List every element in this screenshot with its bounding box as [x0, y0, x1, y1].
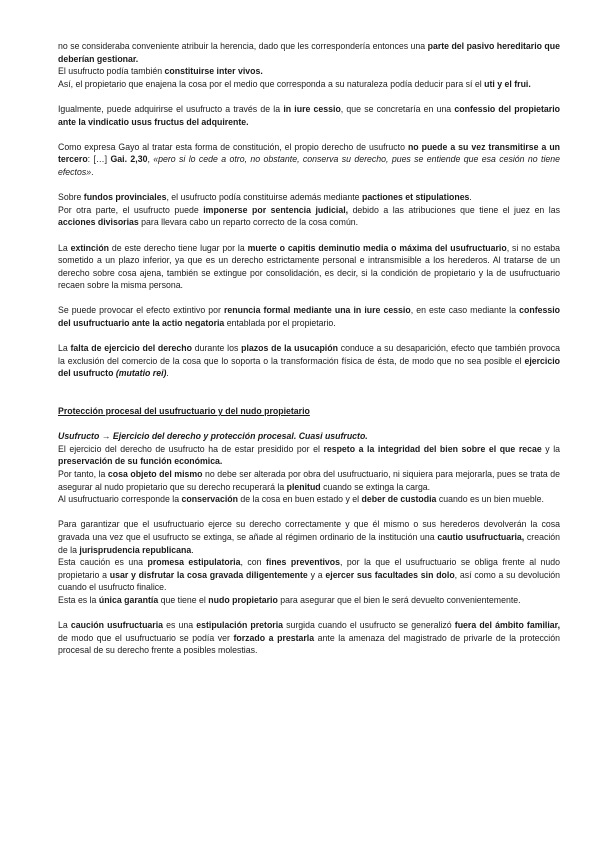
bold-text: parte del pasivo hereditario que deberían gestionar. — [58, 41, 560, 64]
bold-text: confessio del usufructuario ante la actio negatoria — [58, 305, 560, 329]
text-run: que tiene el — [158, 594, 209, 605]
bold-text: pactiones et stipulationes — [361, 192, 470, 203]
bold-text: jurisprudencia republicana — [79, 544, 192, 555]
text-run: entablada por el propietario. — [224, 318, 336, 329]
bold-text: única garantía — [98, 594, 159, 605]
section-proteccion-procesal — [58, 443, 560, 657]
text-run: , por la que el usufructuario se obliga frente al nudo propietario a — [58, 557, 561, 580]
text-run: Se puede provocar el efecto extintivo por — [58, 305, 224, 316]
paragraph — [58, 65, 560, 78]
text-run: , con — [240, 557, 266, 568]
text-run: . — [166, 368, 169, 379]
text-run: Así, el propietario que enajena la cosa por el medio que corresponda a su naturaleza podía deducir para sí el — [58, 78, 485, 89]
text-run: ante la amenaza del magistrado de privarle de la protección procesal de su derecho frente a posibles molestias. — [58, 632, 560, 656]
bold-text: cautio usufructuaria, — [437, 531, 525, 542]
bold-text: (mutatio rei) — [115, 368, 167, 379]
text-run: La — [58, 620, 71, 631]
text-run: , el usufructo podía constituirse además mediante — [166, 192, 362, 203]
text-run: . — [191, 544, 194, 555]
bold-text: estipulación pretoria — [196, 620, 284, 631]
bold-text: usar y disfrutar la cosa gravada diligentemente — [109, 569, 308, 580]
text-run: Esta es la — [58, 594, 99, 605]
bold-text: renuncia formal mediante una in iure cessio — [224, 305, 411, 316]
bold-text: extinción — [70, 242, 110, 253]
bold-text: fines preventivos — [265, 557, 341, 568]
bold-text: ejercicio del usufructo — [58, 355, 560, 379]
text-run: conduce a su desaparición, efecto que también provoca la exclusión del comercio de la cosa que lo soporta o la transformación física de ésta, de modo que no sea posible el — [58, 343, 560, 366]
text-run: surgida cuando el usufructo se generalizó — [283, 620, 455, 631]
bold-text: imponerse por sentencia judicial, — [203, 204, 349, 215]
bold-text: respeto a la integridad del bien sobre el que recae — [323, 443, 542, 454]
bold-text: constituirse inter vivos. — [164, 66, 263, 77]
text-run: no debe ser alterada por obra del usufructuario, ni siquiera para mejorarla, pues se trata de asegurar al nudo propietario que su derecho recuperará la — [58, 469, 560, 492]
paragraph — [58, 304, 560, 329]
bold-text: nudo propietario — [208, 594, 278, 605]
paragraph — [58, 518, 560, 556]
bold-text: caución usufructuaria — [70, 620, 163, 631]
text-run: , así como a su devolución cuando el usufructo finalice. — [58, 569, 560, 593]
text-run: de la cosa en buen estado y el — [237, 494, 362, 505]
bold-text: cosa objeto del mismo — [107, 469, 203, 479]
paragraph — [58, 191, 560, 204]
bold-text: uti y el frui. — [484, 78, 531, 89]
text-run: El usufructo podía también — [58, 66, 165, 77]
paragraph — [58, 556, 560, 594]
text-run: Como expresa Gayo al tratar esta forma de constitución, el propio derecho de usufructo — [58, 141, 408, 152]
text-run: Esta caución es una — [58, 557, 148, 568]
bold-text: fundos provinciales — [83, 192, 167, 203]
paragraph — [58, 443, 560, 468]
bold-text: confessio del propietario ante la vindicatio usus fructus del adquirente. — [58, 103, 560, 127]
text-run: durante los — [191, 343, 242, 354]
text-run: , que se concretaría en una — [340, 103, 455, 114]
italic-text: «pero si lo cede a otro, no obstante, conserva su derecho, pues se entiende que esa cesión no tiene efectos» — [58, 154, 560, 177]
paragraph — [58, 40, 560, 65]
text-run: Igualmente, puede adquirirse el usufructo a través de la — [58, 103, 284, 114]
bold-text: muerte o capitis deminutio media o máxima del usufructuario — [247, 242, 507, 253]
section-subheading: Usufructo → Ejercicio del derecho y protección procesal. Cuasi usufructo. — [58, 431, 368, 442]
paragraph — [58, 342, 560, 380]
text-run: Al usufructuario corresponde la — [58, 494, 182, 505]
bold-text: Gai. 2,30 — [110, 154, 148, 165]
bold-text: falta de ejercicio del derecho — [70, 343, 192, 354]
paragraph — [58, 468, 560, 493]
text-run: para asegurar que el bien le será devuelto convenientemente. — [277, 594, 521, 605]
section-heading: Protección procesal del usufructuario y del nudo propietario — [58, 406, 310, 417]
text-run: La — [58, 343, 71, 354]
paragraph — [58, 141, 560, 179]
section-usufructo-constitucion — [58, 40, 560, 380]
text-run: , si no estaba sometido a un plazo inferior, ya que es un derecho estrictamente personal e intransmisible a los herederos. Al tratarse de un derecho sobre cosa ajena, también se extingue por consolidación, es decir, si la condición de propietario y la de usufructuario recaen sobre la misma persona. — [58, 242, 560, 291]
text-run: creación de la — [58, 531, 560, 555]
text-run: cuando se extinga la carga. — [320, 481, 431, 492]
bold-text: forzado a prestarla — [233, 632, 315, 643]
bold-text: ejercer sus facultades sin dolo — [325, 569, 455, 580]
text-run: . — [91, 166, 94, 177]
paragraph — [58, 594, 560, 607]
bold-text: deber de custodia — [361, 494, 437, 505]
paragraph — [58, 103, 560, 128]
bold-text: fuera del ámbito familiar, — [454, 620, 560, 631]
text-run: . — [469, 192, 472, 203]
text-run: es una — [163, 620, 197, 631]
text-run: , — [147, 154, 154, 165]
paragraph — [58, 242, 560, 292]
bold-text: promesa estipulatoria — [147, 557, 241, 568]
text-run: : […] — [87, 154, 111, 165]
text-run: Por tanto, la — [58, 469, 108, 479]
bold-text: plenitud — [286, 481, 321, 492]
paragraph — [58, 493, 560, 506]
text-run: de este derecho tiene lugar por la — [109, 242, 248, 253]
bold-text: acciones divisorias — [58, 217, 139, 228]
bold-text: preservación de su función económica. — [58, 456, 223, 467]
text-run: debido a las atribuciones que tiene el juez en las — [348, 204, 560, 215]
text-run: Por otra parte, el usufructo puede — [58, 204, 204, 215]
text-run: cuando es un bien mueble. — [436, 494, 544, 505]
text-run: no se consideraba conveniente atribuir la herencia, dado que les correspondería entonces una — [58, 41, 428, 51]
text-run: de modo que el usufructuario se podía ver — [58, 632, 234, 643]
text-run: La — [58, 242, 71, 253]
paragraph — [58, 78, 560, 91]
text-run: El ejercicio del derecho de usufructo ha de estar presidido por el — [58, 443, 324, 454]
paragraph — [58, 619, 560, 657]
bold-text: in iure cessio — [283, 103, 341, 114]
text-run: y a — [307, 569, 326, 580]
bold-text: no puede a su vez transmitirse a un tercero — [58, 141, 561, 165]
text-run: Para garantizar que el usufructuario ejerce su derecho correctamente y que él mismo o sus herederos devolverán la cosa gravada una vez que el usufructo se extinga, se añade al régimen ordinario de la institución una — [58, 519, 560, 542]
bold-text: conservación — [181, 494, 238, 505]
text-run: y la — [541, 443, 560, 454]
text-run: , en este caso mediante la — [410, 305, 520, 316]
paragraph — [58, 204, 560, 229]
bold-text: plazos de la usucapión — [241, 343, 338, 354]
text-run: Sobre — [58, 192, 84, 203]
text-run: para llevara cabo un reparto correcto de la cosa común. — [138, 217, 359, 228]
